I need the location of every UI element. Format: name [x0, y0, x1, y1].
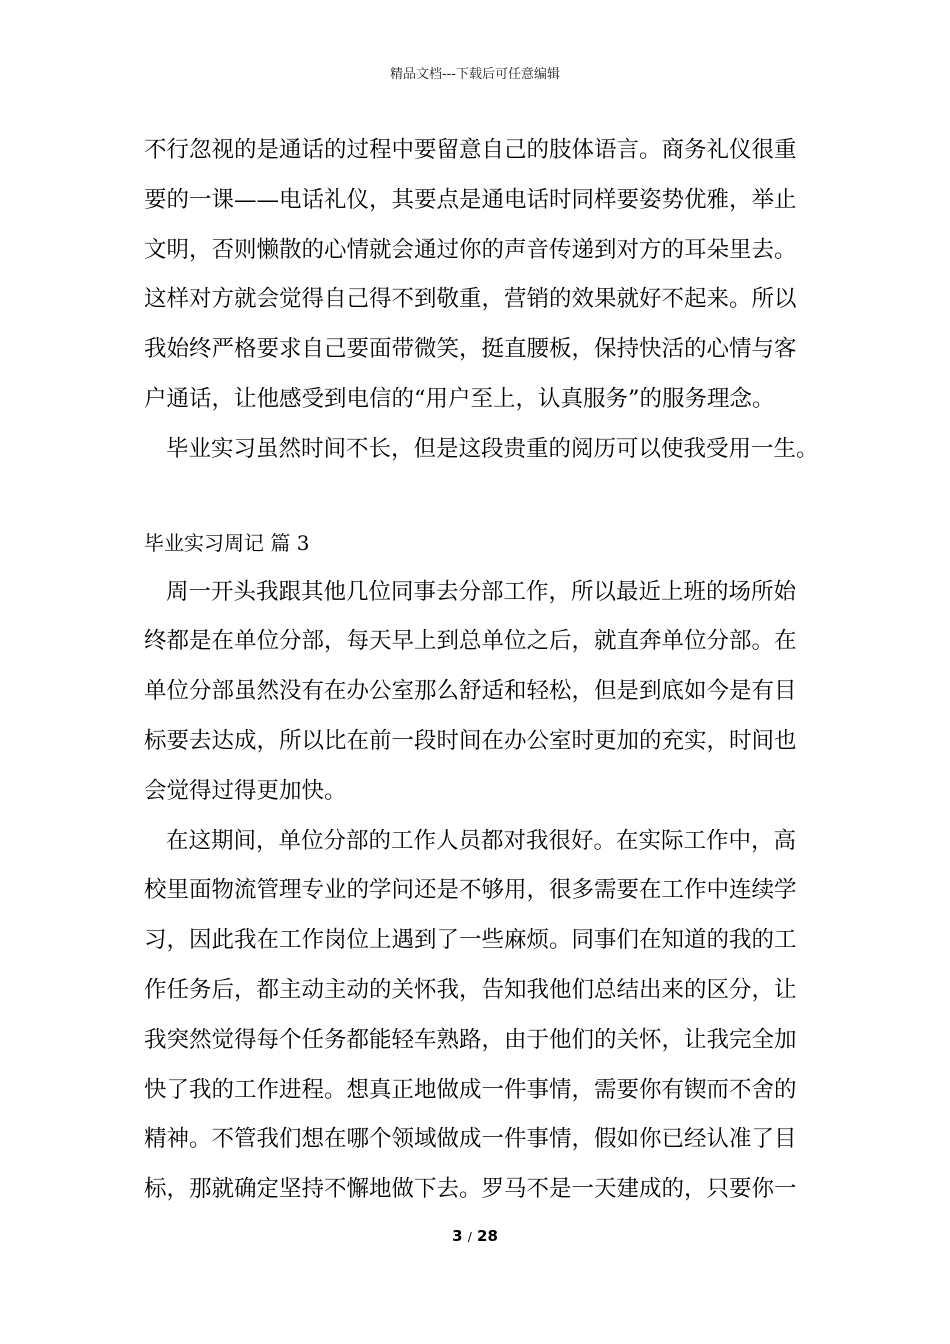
- text-line: 周一开头我跟其他几位同事去分部工作，所以最近上班的场所始: [166, 578, 797, 605]
- text-line: 校里面物流管理专业的学问还是不够用，很多需要在工作中连续学: [144, 877, 797, 904]
- text-line: 毕业实习虽然时间不长，但是这段贵重的阅历可以使我受用一生。: [166, 435, 819, 462]
- paragraph-4: [144, 817, 816, 1215]
- text-line: 在这期间，单位分部的工作人员都对我很好。在实际工作中，高: [166, 827, 797, 854]
- text-line: 习，因此我在工作岗位上遇到了一些麻烦。同事们在知道的我的工: [144, 927, 797, 954]
- current-page: 3: [452, 1227, 463, 1245]
- paragraph-1: [144, 126, 816, 425]
- page-header: 精品文档---下载后可任意编辑: [389, 67, 561, 82]
- text-line: 我突然觉得每个任务都能轻车熟路，由于他们的关怀，让我完全加: [144, 1026, 797, 1053]
- text-line: 单位分部虽然没有在办公室那么舒适和轻松，但是到底如今是有目: [144, 678, 797, 705]
- text-line: 标，那就确定坚持不懈地做下去。罗马不是一天建成的，只要你一: [144, 1176, 797, 1203]
- paragraph-2: [144, 425, 819, 475]
- text-line: 标要去达成，所以比在前一段时间在办公室时更加的充实，时间也: [144, 727, 797, 754]
- total-pages: 28: [477, 1227, 498, 1245]
- text-line: 文明，否则懒散的心情就会通过你的声音传递到对方的耳朵里去。: [144, 236, 797, 263]
- text-line: 精神。不管我们想在哪个领域做成一件事情，假如你已经认准了目: [144, 1126, 797, 1153]
- paragraph-3: [144, 568, 816, 817]
- text-line: 会觉得过得更加快。: [144, 777, 347, 804]
- page-separator: /: [467, 1230, 472, 1244]
- document-body: [144, 126, 819, 1215]
- text-line: 要的一课——电话礼仪，其要点是通电话时同样要姿势优雅，举止: [144, 186, 797, 213]
- text-line: 这样对方就会觉得自己得不到敬重，营销的效果就好不起来。所以: [144, 286, 797, 313]
- text-line: 快了我的工作进程。想真正地做成一件事情，需要你有锲而不舍的: [144, 1076, 797, 1103]
- section-spacer: [144, 475, 816, 519]
- text-line: 终都是在单位分部，每天早上到总单位之后，就直奔单位分部。在: [144, 628, 797, 655]
- text-line: 作任务后，都主动主动的关怀我，告知我他们总结出来的区分，让: [144, 976, 797, 1003]
- text-line: 不行忽视的是通话的过程中要留意自己的肢体语言。商务礼仪很重: [144, 137, 797, 163]
- text-line: 户通话，让他感受到电信的“用户至上，认真服务”的服务理念。: [144, 385, 775, 412]
- page-number: [0, 1226, 950, 1247]
- section-heading: 毕业实习周记 篇 3: [144, 530, 310, 555]
- text-line: 我始终严格要求自己要面带微笑，挺直腰板，保持快活的心情与客: [144, 336, 797, 363]
